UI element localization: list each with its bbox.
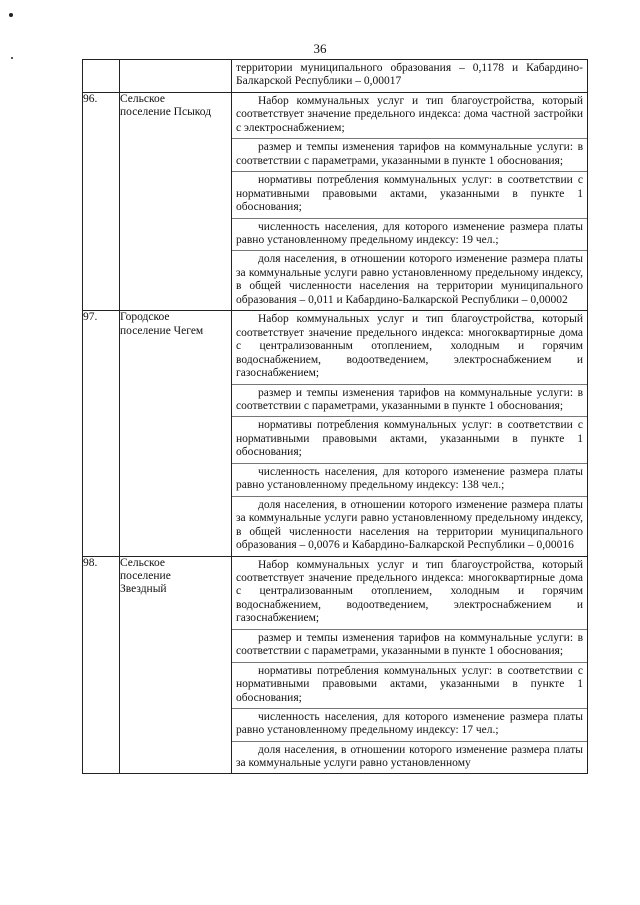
page-number: 36 <box>313 41 327 56</box>
settlement-name: Сельское поселение Звездный <box>120 556 232 773</box>
table-row <box>83 92 588 310</box>
settlement-name: Сельское поселение Псыкод <box>120 92 232 310</box>
settlement-name: Городское поселение Чегем <box>120 311 232 556</box>
row-number: 96. <box>83 92 120 310</box>
table-row <box>83 311 588 556</box>
scan-dot-mark <box>9 13 13 17</box>
paragraph-services: Набор коммунальных услуг и тип благоустройства, который соответствует значение предельного индекса: дома частной застройки с электроснабжением; <box>236 94 583 134</box>
paragraph-share: доля населения, в отношении которого изменение размера платы за коммунальные услуги равно установленному <box>232 741 587 773</box>
table-row-continuation <box>83 60 588 93</box>
table-row <box>83 556 588 773</box>
row-description <box>232 92 588 310</box>
paragraph-norms: нормативы потребления коммунальных услуг: в соответствии с нормативными правовыми актами, указанными в пункте 1 обоснования; <box>232 416 587 462</box>
paragraph-share: доля населения, в отношении которого изменение размера платы за коммунальные услуги равно установленному предельному индексу, в общей численности населения на территории муниципального образования – 0,011 и Кабардино-Балкарской Республики – 0,00002 <box>232 250 587 310</box>
paragraph-tariffs: размер и темпы изменения тарифов на коммунальные услуги: в соответствии с параметрами, указанными в пункте 1 обоснования; <box>232 138 587 171</box>
continuation-text: территории муниципального образования – 0,1178 и Кабардино-Балкарской Республики – 0,00017 <box>236 62 583 88</box>
row-number: 97. <box>83 311 120 556</box>
paragraph-services: Набор коммунальных услуг и тип благоустройства, который соответствует значение предельного индекса: многоквартирные дома с централизованным отоплением, холодным и горячим водоснабжением, водоотведением, электроснабжением и газоснабжением; <box>236 313 583 380</box>
row-number: 98. <box>83 556 120 773</box>
paragraph-tariffs: размер и темпы изменения тарифов на коммунальные услуги: в соответствии с параметрами, указанными в пункте 1 обоснования; <box>232 384 587 417</box>
paragraph-population: численность населения, для которого изменение размера платы равно установленному предельному индексу: 19 чел.; <box>232 218 587 251</box>
paragraph-share: доля населения, в отношении которого изменение размера платы за коммунальные услуги равно установленному предельному индексу, в общей численности населения на территории муниципального образования – 0,0076 и Кабардино-Балкарской Республики – 0,00016 <box>232 496 587 556</box>
index-table <box>82 59 588 774</box>
paragraph-services: Набор коммунальных услуг и тип благоустройства, который соответствует значение предельного индекса: многоквартирные дома с централизованным отоплением, холодным и горячим водоснабжением, водоотведением, электроснабжением и газоснабжением; <box>236 558 583 625</box>
scan-dot-mark <box>11 57 13 59</box>
row-description <box>232 556 588 773</box>
paragraph-norms: нормативы потребления коммунальных услуг: в соответствии с нормативными правовыми актами, указанными в пункте 1 обоснования; <box>232 171 587 217</box>
paragraph-norms: нормативы потребления коммунальных услуг: в соответствии с нормативными правовыми актами, указанными в пункте 1 обоснования; <box>232 662 587 708</box>
paragraph-population: численность населения, для которого изменение размера платы равно установленному предельному индексу: 138 чел.; <box>232 463 587 496</box>
paragraph-tariffs: размер и темпы изменения тарифов на коммунальные услуги: в соответствии с параметрами, указанными в пункте 1 обоснования; <box>232 629 587 662</box>
row-description <box>232 311 588 556</box>
paragraph-population: численность населения, для которого изменение размера платы равно установленному предельному индексу: 17 чел.; <box>232 708 587 741</box>
